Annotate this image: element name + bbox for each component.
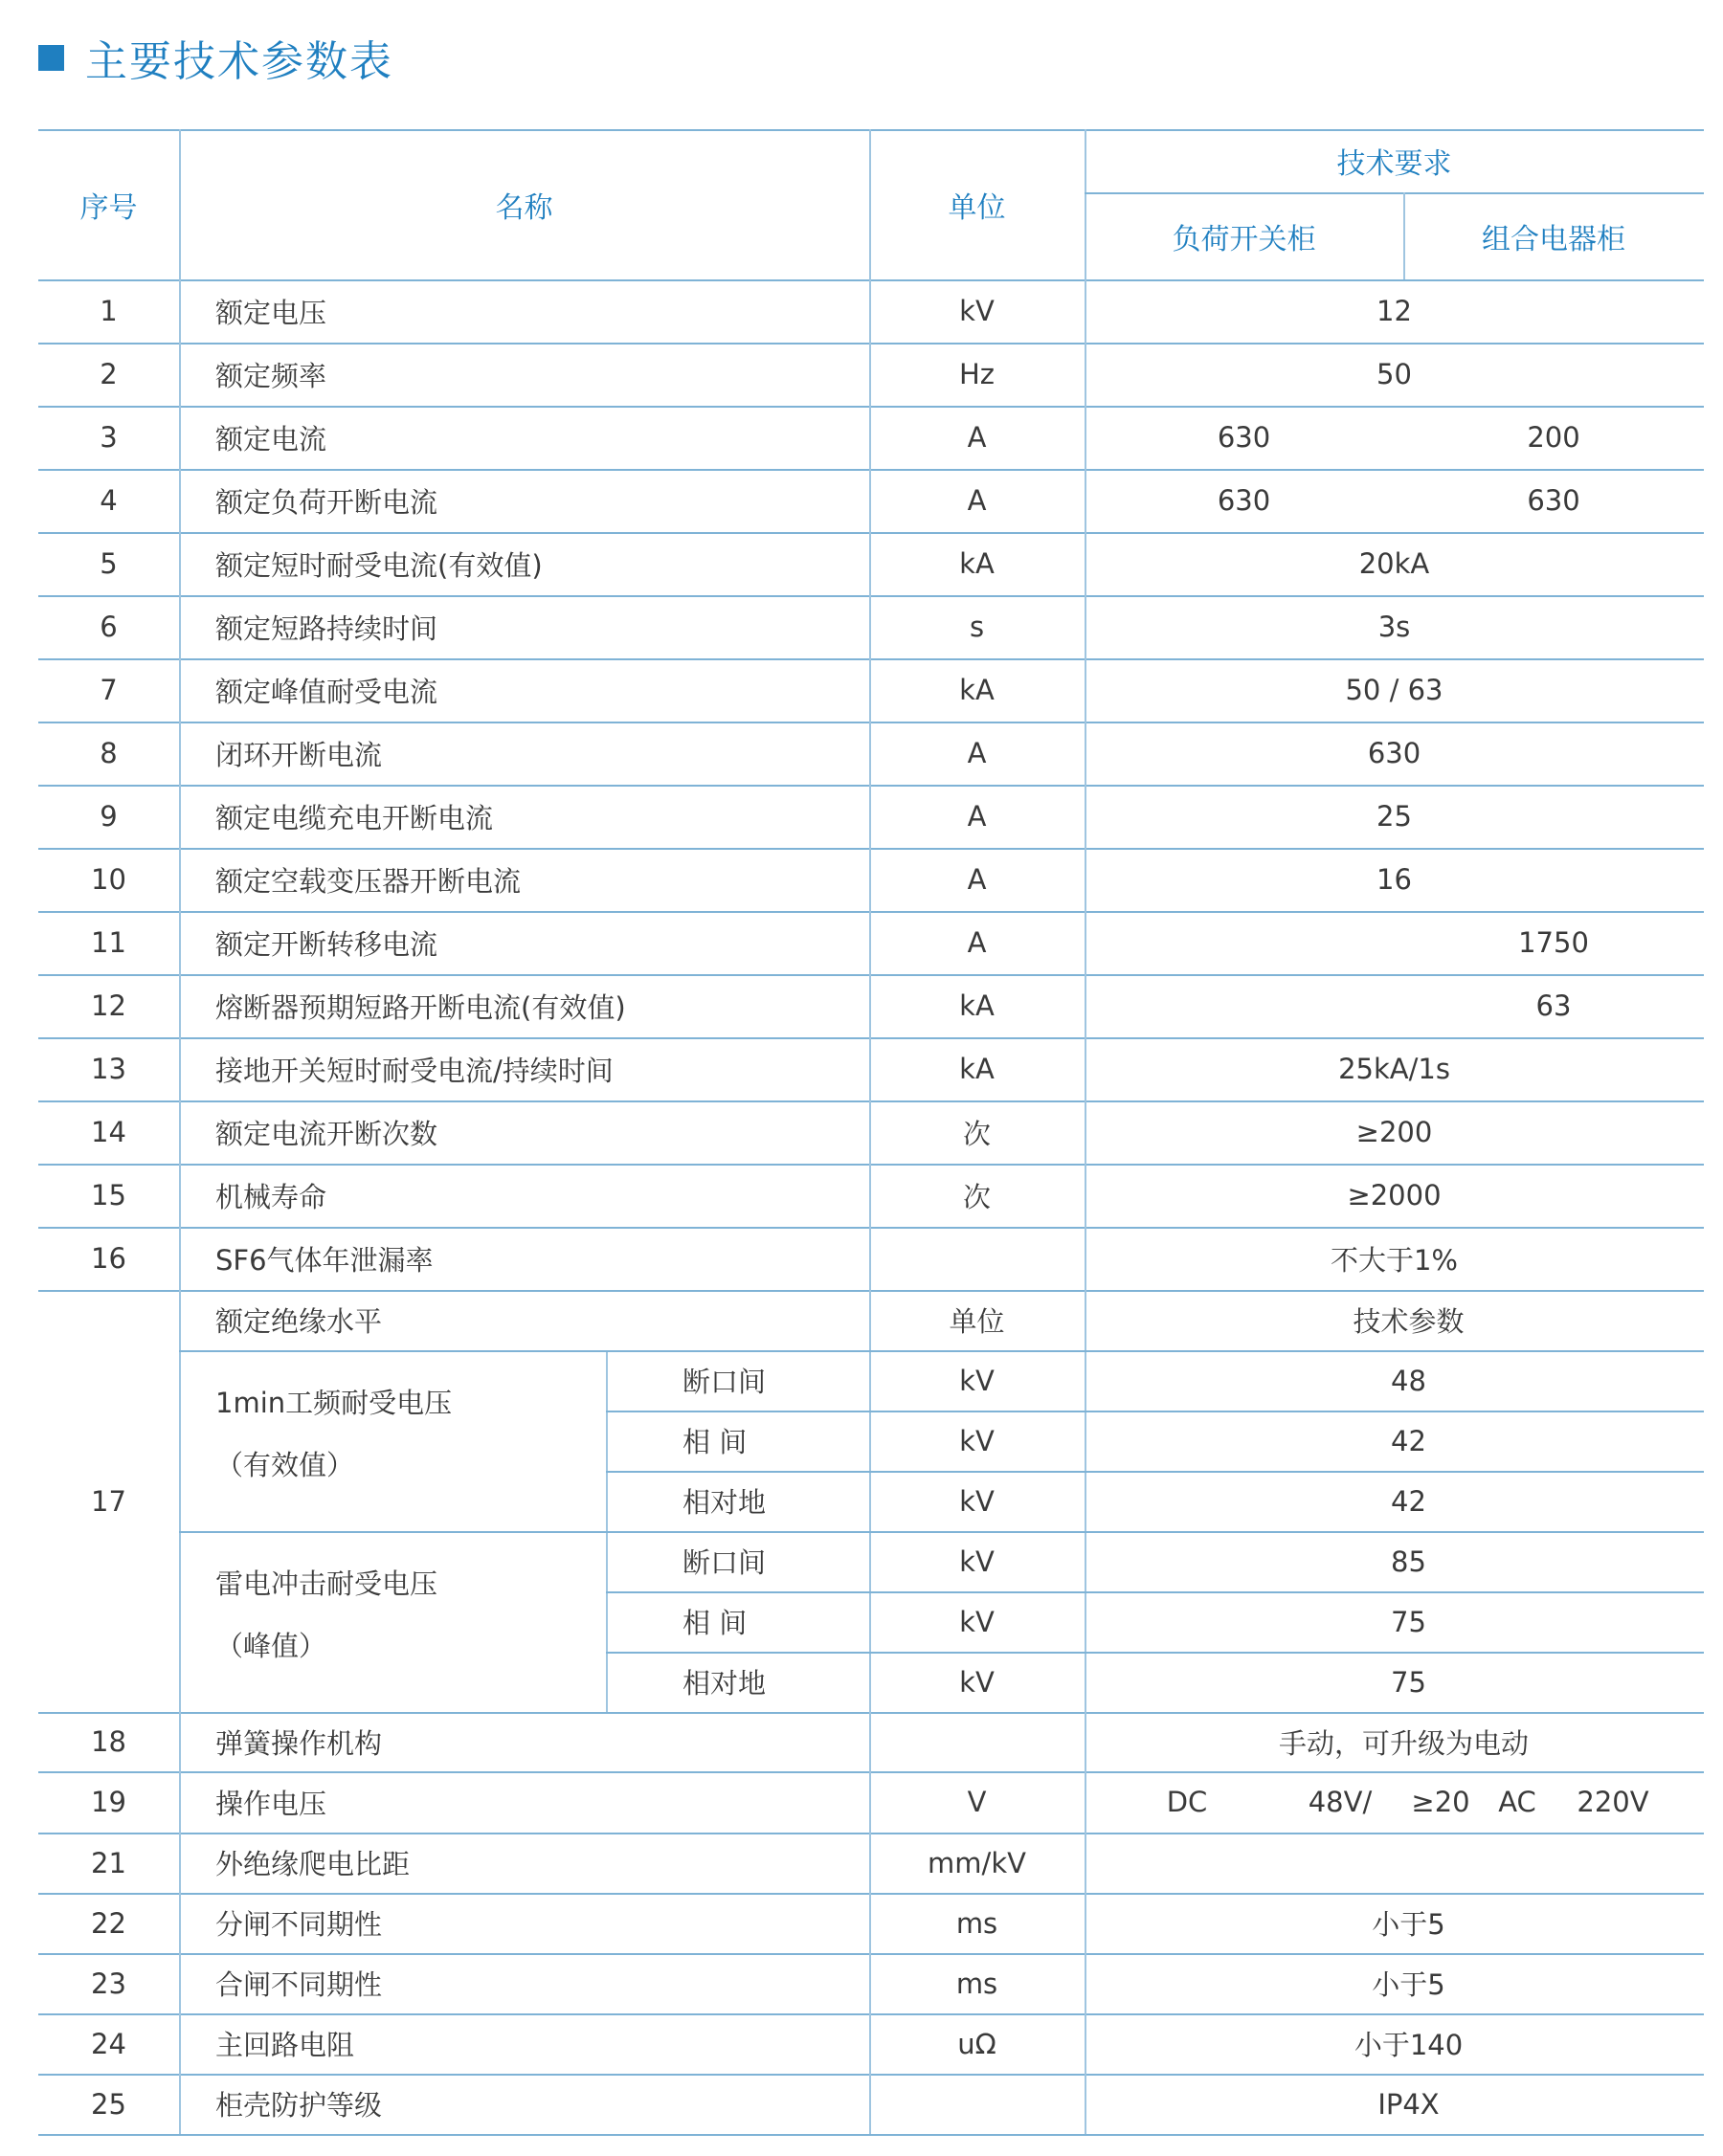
row-8-no: 8 — [100, 737, 118, 769]
insulation-sub-value: 42 — [1391, 1484, 1426, 1518]
row-11-no: 11 — [91, 926, 126, 959]
row-2-unit: Hz — [958, 358, 996, 390]
page-title: 主要技术参数表 — [85, 37, 393, 86]
row-16-unit — [869, 1227, 1085, 1290]
insulation-sub-label: 相对地 — [682, 1667, 767, 1700]
row-21-unit: mm/kV — [928, 1846, 1026, 1879]
row-23-unit: ms — [955, 1967, 998, 2000]
row-15-no: 15 — [91, 1179, 126, 1211]
header-name: 名称 — [495, 190, 553, 225]
row-divider — [38, 2134, 1704, 2136]
header-tech: 技术要求 — [1336, 147, 1452, 181]
row-22-name: 分闸不同期性 — [215, 1908, 383, 1941]
row-1-name: 额定电压 — [215, 296, 327, 329]
insulation-sub-unit: kV — [959, 1545, 995, 1578]
row-15-unit: 次 — [962, 1180, 991, 1213]
row-12-name: 熔断器预期短路开断电流(有效值) — [215, 990, 626, 1024]
row-4-name: 额定负荷开断电流 — [215, 485, 438, 519]
row-13-no: 13 — [91, 1053, 126, 1085]
row-9-value: 25 — [1376, 800, 1412, 833]
row-19-dc-value: 48V/ — [1308, 1786, 1373, 1818]
row-1-no: 1 — [100, 295, 118, 327]
insulation-sub-value: 42 — [1391, 1424, 1426, 1457]
row-4-value-combined: 630 — [1527, 484, 1580, 517]
header-col-combined: 组合电器柜 — [1482, 222, 1625, 256]
title-square-icon — [38, 45, 64, 71]
row-10-name: 额定空载变压器开断电流 — [215, 864, 522, 898]
row-6-no: 6 — [100, 611, 118, 643]
row-8-name: 闭环开断电流 — [215, 738, 383, 771]
row-11-unit: A — [967, 926, 987, 959]
row-18-name: 弹簧操作机构 — [215, 1726, 383, 1760]
row-17-no: 17 — [91, 1484, 126, 1518]
row-19-name: 操作电压 — [215, 1787, 327, 1820]
row-5-no: 5 — [100, 547, 118, 580]
row-5-unit: kA — [959, 547, 995, 580]
row-11-name: 额定开断转移电流 — [215, 927, 438, 961]
row-9-name: 额定电缆充电开断电流 — [215, 801, 494, 834]
row-15-value: ≥2000 — [1347, 1179, 1442, 1211]
insulation-sub-value: 75 — [1391, 1665, 1426, 1699]
page-title-bar — [38, 29, 393, 86]
row-3-no: 3 — [100, 421, 118, 454]
column-divider — [1085, 1771, 1086, 1833]
row-7-name: 额定峰值耐受电流 — [215, 675, 438, 708]
row-11-value-combined: 1750 — [1518, 926, 1589, 959]
row-6-unit: s — [969, 611, 985, 643]
row-10-unit: A — [967, 863, 987, 896]
parameter-table — [38, 129, 1704, 2134]
insulation-sub-value: 48 — [1391, 1364, 1426, 1397]
row-14-name: 额定电流开断次数 — [215, 1117, 438, 1150]
row-3-value-combined: 200 — [1527, 421, 1580, 454]
insulation-sub-label: 相 间 — [682, 1426, 748, 1458]
row-25-value: IP4X — [1377, 2087, 1440, 2121]
row-25-unit — [869, 2074, 1085, 2134]
row-22-value: 小于5 — [1372, 1908, 1445, 1941]
row-19-ac: AC — [1498, 1786, 1536, 1818]
row-6-name: 额定短路持续时间 — [215, 611, 438, 645]
row-18-no: 18 — [91, 1725, 126, 1758]
row-16-value: 不大于1% — [1330, 1243, 1458, 1277]
row-19-no: 19 — [91, 1786, 126, 1818]
power-frequency-note: （有效值） — [215, 1448, 355, 1481]
insulation-sub-label: 相 间 — [682, 1607, 748, 1639]
row-13-value: 25kA/1s — [1338, 1053, 1450, 1085]
row-19-ac-value: 220V — [1577, 1786, 1649, 1818]
insulation-sub-label: 断口间 — [682, 1366, 767, 1398]
row-14-no: 14 — [91, 1116, 126, 1148]
row-3-value-load-switch: 630 — [1217, 421, 1271, 454]
insulation-sub-unit: kV — [959, 1424, 995, 1457]
row-5-value: 20kA — [1358, 547, 1430, 580]
row-2-no: 2 — [100, 358, 118, 390]
row-21-name: 外绝缘爬电比距 — [215, 1848, 411, 1880]
row-10-value: 16 — [1376, 863, 1412, 896]
insulation-sub-unit: kV — [959, 1364, 995, 1397]
row-19-dc: DC — [1166, 1786, 1208, 1818]
insulation-sub-unit: kV — [959, 1605, 995, 1638]
row-10-no: 10 — [91, 863, 126, 896]
row-24-value: 小于140 — [1354, 2029, 1464, 2061]
row-19-unit: V — [967, 1786, 987, 1818]
row-16-no: 16 — [91, 1242, 126, 1275]
row-24-name: 主回路电阻 — [215, 2029, 355, 2061]
row-4-no: 4 — [100, 484, 118, 517]
column-divider — [1085, 911, 1086, 974]
row-17-unit-label: 单位 — [949, 1305, 1005, 1338]
row-21-value — [1085, 1833, 1723, 1893]
header-seq: 序号 — [79, 190, 138, 225]
row-14-value: ≥200 — [1355, 1116, 1433, 1148]
row-23-value: 小于5 — [1372, 1968, 1445, 2001]
power-frequency-label: 1min工频耐受电压 — [215, 1386, 453, 1419]
row-1-value: 12 — [1376, 295, 1412, 327]
header-col-load-switch: 负荷开关柜 — [1172, 222, 1316, 256]
row-17-name: 额定绝缘水平 — [215, 1305, 383, 1338]
row-13-unit: kA — [959, 1053, 995, 1085]
insulation-sub-label: 相对地 — [682, 1486, 767, 1519]
lightning-impulse-note: （峰值） — [215, 1629, 327, 1662]
row-12-no: 12 — [91, 989, 126, 1022]
row-5-name: 额定短时耐受电流(有效值) — [215, 548, 543, 582]
row-13-name: 接地开关短时耐受电流/持续时间 — [215, 1054, 614, 1087]
insulation-sub-unit: kV — [959, 1484, 995, 1518]
lightning-impulse-label: 雷电冲击耐受电压 — [215, 1567, 438, 1600]
insulation-sub-value: 85 — [1391, 1545, 1426, 1578]
header-unit: 单位 — [948, 190, 1006, 225]
row-15-name: 机械寿命 — [215, 1180, 327, 1213]
row-1-unit: kV — [959, 295, 995, 327]
row-17-param-label: 技术参数 — [1353, 1305, 1465, 1338]
row-12-unit: kA — [959, 989, 995, 1022]
row-12-value-combined: 63 — [1535, 989, 1572, 1022]
row-25-name: 柜壳防护等级 — [215, 2089, 383, 2122]
row-19-tolerance: ≥20 — [1411, 1786, 1470, 1818]
row-8-value: 630 — [1367, 737, 1421, 769]
insulation-sub-value: 75 — [1391, 1605, 1426, 1638]
row-7-unit: kA — [959, 674, 995, 706]
row-22-no: 22 — [91, 1906, 126, 1940]
row-3-name: 额定电流 — [215, 422, 327, 456]
row-2-name: 额定频率 — [215, 359, 327, 392]
row-14-unit: 次 — [962, 1117, 991, 1150]
row-21-no: 21 — [91, 1846, 126, 1879]
insulation-sub-label: 断口间 — [682, 1546, 767, 1579]
row-18-value: 手动，可升级为电动 — [1278, 1726, 1529, 1760]
row-25-no: 25 — [91, 2087, 126, 2121]
row-6-value: 3s — [1377, 611, 1411, 643]
row-3-unit: A — [967, 421, 987, 454]
row-23-name: 合闸不同期性 — [215, 1968, 383, 2001]
row-18-unit — [869, 1712, 1085, 1771]
insulation-sub-unit: kV — [959, 1665, 995, 1699]
row-23-no: 23 — [91, 1967, 126, 2000]
row-24-no: 24 — [91, 2027, 126, 2060]
row-7-value: 50 / 63 — [1345, 674, 1443, 706]
row-4-unit: A — [967, 484, 987, 517]
row-16-name: SF6气体年泄漏率 — [215, 1243, 434, 1277]
row-9-no: 9 — [100, 800, 118, 833]
row-9-unit: A — [967, 800, 987, 833]
column-divider — [1085, 974, 1086, 1037]
row-24-unit: uΩ — [957, 2027, 996, 2060]
row-7-no: 7 — [100, 674, 118, 706]
row-8-unit: A — [967, 737, 987, 769]
row-22-unit: ms — [955, 1906, 998, 1940]
row-2-value: 50 — [1376, 358, 1412, 390]
row-4-value-load-switch: 630 — [1217, 484, 1271, 517]
